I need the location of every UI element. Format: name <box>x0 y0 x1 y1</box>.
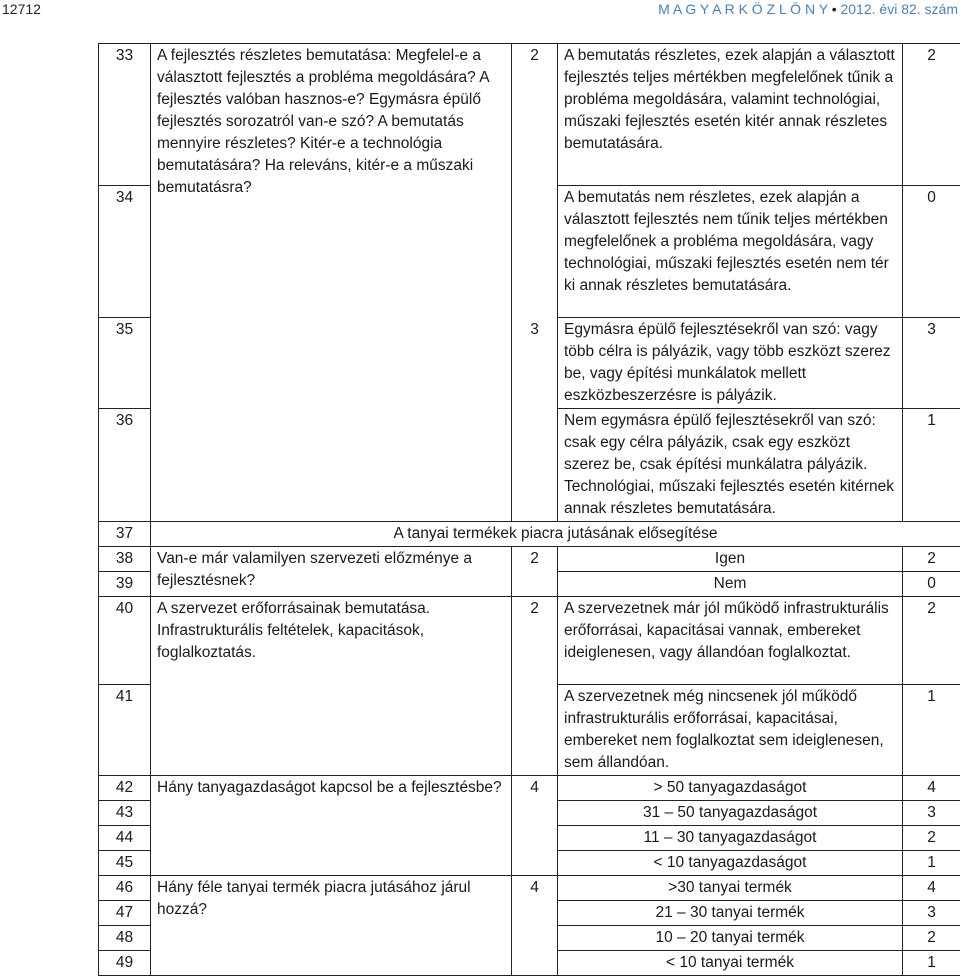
row-number: 37 <box>99 522 151 547</box>
criterion-text: Van-e már valamilyen szervezeti előzménye a fejlesztésnek? <box>151 547 512 597</box>
answer-text: A bemutatás nem részletes, ezek alapján a választott fejlesztés nem tűnik teljes mértékben megfelelőnek a probléma megoldására, vagy technológiai, műszaki fejlesztés esetén nem tér ki annak részletes bemutatására. <box>558 186 903 318</box>
row-number: 33 <box>99 44 151 186</box>
answer-text: 11 – 30 tanyagazdaságot <box>558 826 903 851</box>
row-number: 41 <box>99 685 151 776</box>
row-number: 36 <box>99 409 151 522</box>
points: 4 <box>903 876 960 901</box>
points: 2 <box>903 926 960 951</box>
table-row <box>99 44 960 186</box>
section-row <box>99 522 960 547</box>
max-points: 2 <box>512 547 558 597</box>
answer-text: >30 tanyai termék <box>558 876 903 901</box>
journal-name: M A G Y A R K Ö Z L Ö N Y <box>658 1 828 17</box>
criterion-text: A szervezet erőforrásainak bemutatása. Infrastrukturális feltételek, kapacitások, foglalkoztatás. <box>151 597 512 776</box>
row-number: 48 <box>99 926 151 951</box>
row-number: 34 <box>99 186 151 318</box>
points: 3 <box>903 801 960 826</box>
section-title: A tanyai termékek piacra jutásának elősegítése <box>151 522 960 547</box>
answer-text: Egymásra épülő fejlesztésekről van szó: vagy több célra is pályázik, vagy több eszközt szerez be, vagy építési munkálatok mellett eszközbeszerzésre is pályázik. <box>558 318 903 409</box>
table-row <box>99 597 960 685</box>
points: 1 <box>903 409 960 522</box>
points: 2 <box>903 597 960 685</box>
points: 4 <box>903 776 960 801</box>
answer-text: Igen <box>558 547 903 572</box>
points: 2 <box>903 547 960 572</box>
row-number: 45 <box>99 851 151 876</box>
answer-text: A bemutatás részletes, ezek alapján a választott fejlesztés teljes mértékben megfelelőnek tűnik a probléma megoldására, valamint technológiai, műszaki fejlesztés esetén kitér annak részletes bemutatására. <box>558 44 903 186</box>
row-number: 47 <box>99 901 151 926</box>
page-header <box>0 0 960 24</box>
answer-text: < 10 tanyagazdaságot <box>558 851 903 876</box>
criterion-text: Hány féle tanyai termék piacra jutásához járul hozzá? <box>151 876 512 976</box>
max-points: 3 <box>512 318 558 522</box>
max-points: 4 <box>512 776 558 876</box>
row-number: 40 <box>99 597 151 685</box>
row-number: 46 <box>99 876 151 901</box>
row-number: 39 <box>99 572 151 597</box>
points: 0 <box>903 572 960 597</box>
points: 3 <box>903 318 960 409</box>
journal-issue: 2012. évi 82. szám <box>840 1 958 17</box>
table-row <box>99 547 960 572</box>
answer-text: 31 – 50 tanyagazdaságot <box>558 801 903 826</box>
points: 2 <box>903 826 960 851</box>
row-number: 38 <box>99 547 151 572</box>
row-number: 35 <box>99 318 151 409</box>
row-number: 42 <box>99 776 151 801</box>
answer-text: < 10 tanyai termék <box>558 951 903 976</box>
answer-text: Nem <box>558 572 903 597</box>
max-points: 2 <box>512 597 558 776</box>
bullet: • <box>832 1 837 17</box>
max-points: 4 <box>512 876 558 976</box>
journal-title <box>658 1 958 17</box>
max-points: 2 <box>512 44 558 318</box>
points: 1 <box>903 685 960 776</box>
table-row <box>99 318 960 409</box>
page-number: 12712 <box>2 1 41 17</box>
answer-text: A szervezetnek még nincsenek jól működő infrastrukturális erőforrásai, kapacitásai, embereket nem foglalkoztat sem ideiglenesen, sem állandóan. <box>558 685 903 776</box>
row-number: 49 <box>99 951 151 976</box>
points: 1 <box>903 951 960 976</box>
points: 3 <box>903 901 960 926</box>
row-number: 43 <box>99 801 151 826</box>
table-row <box>99 776 960 801</box>
criterion-text <box>151 318 512 522</box>
row-number: 44 <box>99 826 151 851</box>
answer-text: Nem egymásra épülő fejlesztésekről van szó: csak egy célra pályázik, csak egy eszközt szerez be, csak építési munkálatra pályázik. Technológiai, műszaki fejlesztés esetén kitérnek annak részletes bemutatására. <box>558 409 903 522</box>
points: 1 <box>903 851 960 876</box>
table-row <box>99 876 960 901</box>
points: 2 <box>903 44 960 186</box>
answer-text: 21 – 30 tanyai termék <box>558 901 903 926</box>
answer-text: > 50 tanyagazdaságot <box>558 776 903 801</box>
criterion-text: A fejlesztés részletes bemutatása: Megfelel-e a választott fejlesztés a probléma megoldására? A fejlesztés valóban hasznos-e? Egymásra épülő fejlesztés sorozatról van-e szó? A bemutatás mennyire részletes? Kitér-e a technológia bemutatására? Ha releváns, kitér-e a műszaki bemutatásra? <box>151 44 512 318</box>
criterion-text: Hány tanyagazdaságot kapcsol be a fejlesztésbe? <box>151 776 512 876</box>
points: 0 <box>903 186 960 318</box>
answer-text: 10 – 20 tanyai termék <box>558 926 903 951</box>
answer-text: A szervezetnek már jól működő infrastrukturális erőforrásai, kapacitásai vannak, embereket ideiglenesen, vagy állandóan foglalkoztat. <box>558 597 903 685</box>
scoring-table <box>98 43 960 976</box>
